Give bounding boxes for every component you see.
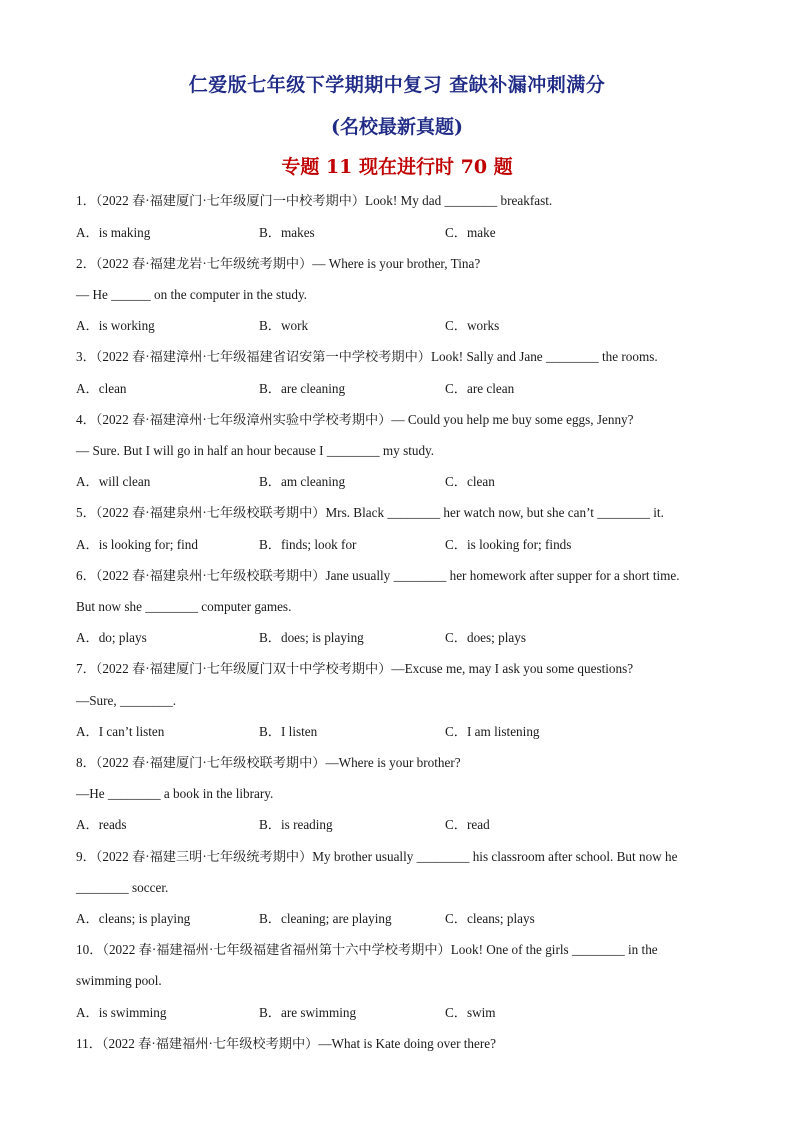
option-c: C．does; plays (445, 630, 526, 645)
option-c: C．I am listening (445, 724, 540, 739)
document-title: 仁爱版七年级下学期期中复习 查缺补漏冲刺满分 (188, 74, 606, 96)
question-8-stem: 8．（2022 春·福建厦门·七年级校联考期中）—Where is your brother? (76, 755, 461, 770)
option-a: A．is working (76, 318, 155, 333)
option-b: B．makes (259, 225, 315, 240)
question-7-stem: 7．（2022 春·福建厦门·七年级厦门双十中学校考期中）—Excuse me, may I ask you some questions? (76, 661, 634, 676)
option-b: B．cleaning; are playing (259, 911, 392, 926)
question-5-stem: 5．（2022 春·福建泉州·七年级校联考期中）Mrs. Black ________ her watch now, but she can’t ________ it. (76, 505, 664, 520)
question-10-stem: 10．（2022 春·福建福州·七年级福建省福州第十六中学校考期中）Look! One of the girls ________ in the (76, 942, 658, 957)
question-2-stem-line2: — He ______ on the computer in the study. (76, 287, 307, 302)
option-b: B．is reading (259, 817, 333, 832)
option-c: C．works (445, 318, 500, 333)
question-2-stem: 2．（2022 春·福建龙岩·七年级统考期中）— Where is your brother, Tina? (76, 256, 481, 271)
question-3-stem: 3．（2022 春·福建漳州·七年级福建省诏安第一中学校考期中）Look! Sally and Jane ________ the rooms. (76, 349, 658, 364)
option-c: C．are clean (445, 381, 515, 396)
option-a: A．will clean (76, 474, 151, 489)
option-b: B．I listen (259, 724, 318, 739)
question-11-stem: 11．（2022 春·福建福州·七年级校考期中）—What is Kate doing over there? (76, 1036, 496, 1051)
option-a: A．do; plays (76, 630, 147, 645)
question-6-stem-line2: But now she ________ computer games. (76, 599, 292, 614)
option-a: A．I can’t listen (76, 724, 165, 739)
question-4-stem: 4．（2022 春·福建漳州·七年级漳州实验中学校考期中）— Could you help me buy some eggs, Jenny? (76, 412, 634, 427)
option-c: C．make (445, 225, 496, 240)
question-10-stem-line2: swimming pool. (76, 973, 162, 988)
option-b: B．does; is playing (259, 630, 364, 645)
option-b: B．finds; look for (259, 537, 357, 552)
option-c: C．swim (445, 1005, 496, 1020)
option-b: B．am cleaning (259, 474, 346, 489)
option-c: C．cleans; plays (445, 911, 535, 926)
question-6-stem: 6．（2022 春·福建泉州·七年级校联考期中）Jane usually ________ her homework after supper for a short time. (76, 568, 680, 583)
question-9-stem: 9．（2022 春·福建三明·七年级统考期中）My brother usually ________ his classroom after school. But now he (76, 849, 678, 864)
option-b: B．are cleaning (259, 381, 346, 396)
question-1-stem: 1．（2022 春·福建厦门·七年级厦门一中校考期中）Look! My dad ________ breakfast. (76, 193, 553, 208)
option-c: C．clean (445, 474, 495, 489)
option-c: C．read (445, 817, 490, 832)
question-8-stem-line2: —He ________ a book in the library. (76, 786, 274, 801)
option-b: B．are swimming (259, 1005, 357, 1020)
option-a: A．clean (76, 381, 127, 396)
option-c: C．is looking for; finds (445, 537, 572, 552)
option-a: A．is looking for; find (76, 537, 198, 552)
option-a: A．cleans; is playing (76, 911, 191, 926)
question-9-stem-line2: ________ soccer. (76, 880, 169, 895)
option-b: B．work (259, 318, 309, 333)
question-7-stem-line2: —Sure, ________. (76, 693, 177, 708)
document-subtitle: (名校最新真题) (331, 116, 463, 138)
topic-title: 专题 11 现在进行时 70 题 (281, 156, 513, 178)
option-a: A．is making (76, 225, 151, 240)
option-a: A．is swimming (76, 1005, 167, 1020)
question-4-stem-line2: — Sure. But I will go in half an hour because I ________ my study. (76, 443, 435, 458)
option-a: A．reads (76, 817, 127, 832)
